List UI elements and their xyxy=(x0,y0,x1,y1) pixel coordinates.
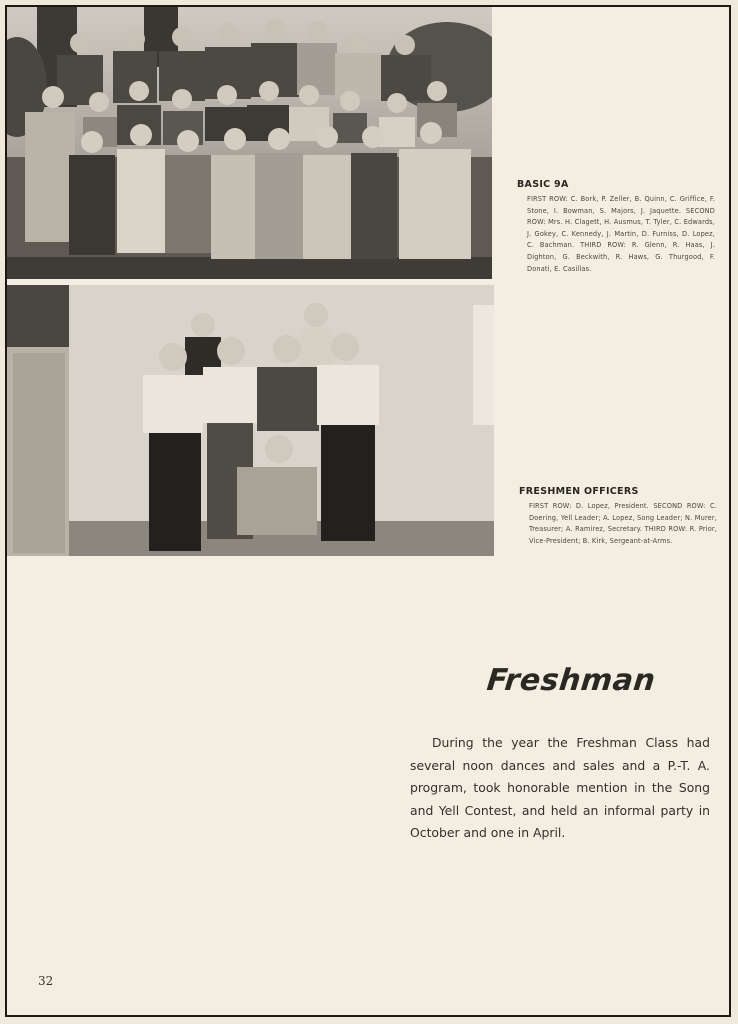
basic-9a-caption xyxy=(517,179,715,275)
freshmen-officers-names: FIRST ROW: D. Lopez, President. SECOND ROW: C. Doering, Yell Leader; A. Lopez, Song Leader; N. Murer, Treasurer; A. Ramirez, Secretary. THIRD ROW: R. Prior, Vice-President; B. Kirk, Sergeant-at-Arms. xyxy=(529,502,717,545)
section-paragraph: During the year the Freshman Class had several noon dances and sales and a P.-T. A. program, took honorable mention in the Song and Yell Contest, and held an informal party in October and one in April. xyxy=(410,735,710,841)
freshmen-officers-heading: FRESHMEN OFFICERS xyxy=(519,486,639,497)
class-group-photo xyxy=(7,7,492,279)
officers-group-photo xyxy=(7,285,494,556)
basic-9a-names: FIRST ROW: C. Bork, P. Zeller, B. Quinn, C. Griffice, F. Stone, I. Bowman, S. Majors, J. Jaquette. SECOND ROW: Mrs. H. Clagett, H. Ausmus, T. Tyler, C. Edwards, J. Gokey, C. Kennedy, J. Martin, D. Furniss, D. Lopez, C. Bachman. THIRD ROW: R. Glenn, R. Haas, J. Dighton, G. Beckwith, R. Haws, G. Thurgood, F. Donati, E. Casillas. xyxy=(527,195,715,273)
section-title: Freshman xyxy=(485,663,658,698)
class-group-photo-image xyxy=(7,7,492,279)
freshmen-officers-caption xyxy=(519,486,717,547)
basic-9a-heading: BASIC 9A xyxy=(517,179,569,190)
page-number: 32 xyxy=(38,974,54,988)
officers-group-photo-image xyxy=(7,285,494,556)
yearbook-page xyxy=(5,5,731,1017)
